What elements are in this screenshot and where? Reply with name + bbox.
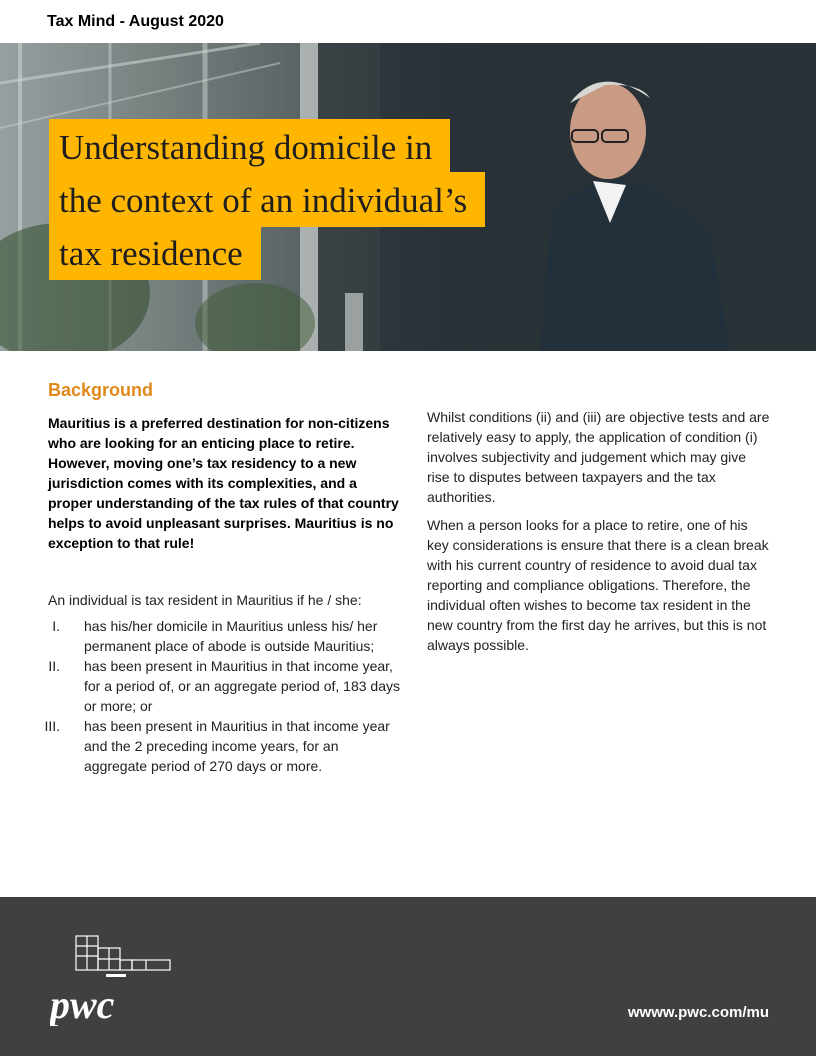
residence-conditions-list	[40, 616, 400, 776]
pwc-logo	[50, 934, 180, 1031]
paragraph-conditions-assessment: Whilst conditions (ii) and (iii) are objective tests and are relatively easy to apply, the application of condition (i) involves subjectivity and judgement which may give rise to disputes between taxpayers and the tax authorities.	[427, 409, 770, 505]
hero-title	[49, 119, 485, 280]
list-item-text: has been present in Mauritius in that income year, for a period of, or an aggregate period of, 183 days or more; or	[84, 658, 400, 714]
section-heading-background: Background	[48, 380, 154, 400]
list-item-number: II.	[48, 658, 60, 674]
hero-banner	[0, 43, 816, 351]
list-item-number: III.	[44, 718, 60, 734]
lead-paragraph: Mauritius is a preferred destination for non-citizens who are looking for an enticing place to retire. However, moving one’s tax residency to a new jurisdiction comes with its complexities, and a proper understanding of the tax rules of that country helps to avoid unpleasant surprises. Mauritius is no exception to that rule!	[48, 415, 399, 551]
list-item-text: has his/her domicile in Mauritius unless his/ her permanent place of abode is outside Mauritius;	[84, 618, 378, 654]
pwc-logo-text: pwc	[50, 982, 115, 1026]
paragraph-retirement-considerations: When a person looks for a place to retire, one of his key considerations is ensure that there is a clean break with his current country of residence to avoid dual tax reporting and compliance obligations. Therefore, the individual often wishes to become tax resident in the new country from the first day he arrives, but this is not always possible.	[427, 517, 769, 653]
residence-intro: An individual is tax resident in Mauritius if he / she:	[48, 592, 362, 608]
list-item	[40, 616, 400, 656]
list-item	[40, 716, 400, 776]
website-url[interactable]: wwww.pwc.com/mu	[627, 1004, 769, 1021]
list-item	[40, 656, 400, 716]
hero-title-line: the context of an individual’s	[49, 172, 485, 227]
right-column	[427, 407, 772, 663]
hero-title-line: tax residence	[49, 225, 261, 280]
pwc-logo-mark	[50, 934, 180, 1026]
list-item-number: I.	[52, 618, 60, 634]
list-item-text: has been present in Mauritius in that income year and the 2 preceding income years, for an aggregate period of 270 days or more.	[84, 718, 390, 774]
publication-title: Tax Mind - August 2020	[47, 13, 224, 30]
hero-title-line: Understanding domicile in	[49, 119, 450, 174]
